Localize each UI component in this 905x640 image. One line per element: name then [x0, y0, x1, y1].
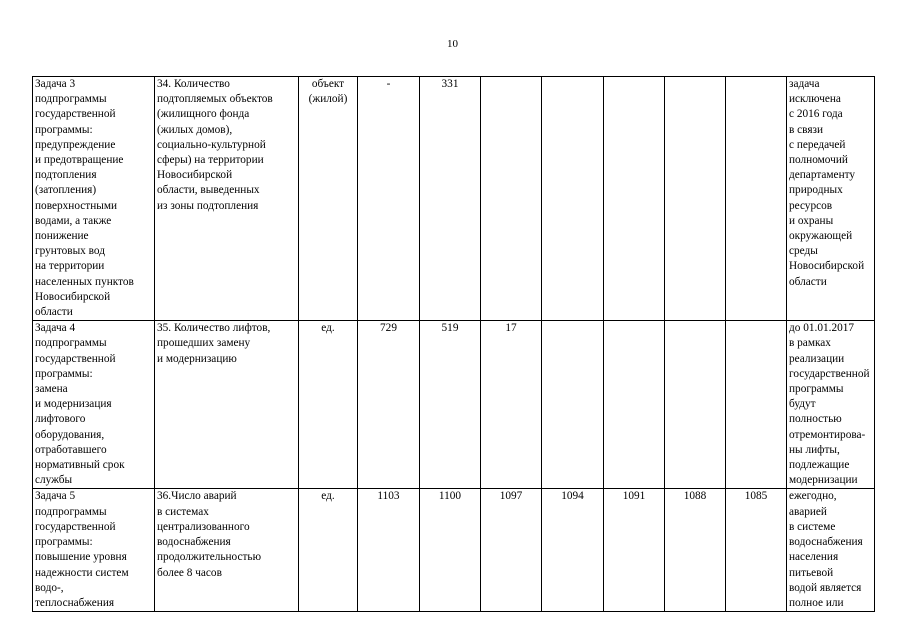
- value-cell: 1097: [481, 489, 542, 612]
- value-cell: 1094: [542, 489, 604, 612]
- unit-cell: ед.: [299, 321, 358, 489]
- table-row: [33, 321, 875, 489]
- unit-cell: ед.: [299, 489, 358, 612]
- note-cell: задача исключена с 2016 года в связи с передачей полномочий департаменту природных ресурсов и охраны окружающей среды Новосибирской области: [787, 77, 875, 321]
- value-cell: [542, 321, 604, 489]
- value-cell: 519: [420, 321, 481, 489]
- value-cell: [542, 77, 604, 321]
- value-cell: [604, 77, 665, 321]
- indicators-table: [32, 76, 875, 612]
- value-cell: 331: [420, 77, 481, 321]
- value-cell: [726, 321, 787, 489]
- value-cell: 1085: [726, 489, 787, 612]
- task-cell: Задача 5 подпрограммы государственной программы: повышение уровня надежности систем водо-, теплоснабжения: [33, 489, 155, 612]
- indicator-cell: 36.Число аварий в системах централизованного водоснабжения продолжительностью более 8 часов: [155, 489, 299, 612]
- value-cell: [481, 77, 542, 321]
- task-cell: Задача 4 подпрограммы государственной программы: замена и модернизация лифтового оборудования, отработавшего нормативный срок службы: [33, 321, 155, 489]
- value-cell: 729: [358, 321, 420, 489]
- unit-cell: объект (жилой): [299, 77, 358, 321]
- value-cell: 1100: [420, 489, 481, 612]
- indicator-cell: 34. Количество подтопляемых объектов (жилищного фонда (жилых домов), социально-культурной сферы) на территории Новосибирской области, выведенных из зоны подтопления: [155, 77, 299, 321]
- value-cell: -: [358, 77, 420, 321]
- indicator-cell: 35. Количество лифтов, прошедших замену и модернизацию: [155, 321, 299, 489]
- note-cell: ежегодно, аварией в системе водоснабжения населения питьевой водой является полное или: [787, 489, 875, 612]
- table-row: [33, 489, 875, 612]
- value-cell: [604, 321, 665, 489]
- note-cell: до 01.01.2017 в рамках реализации государственной программы будут полностью отремонтирова- ны лифты, подлежащие модернизации: [787, 321, 875, 489]
- page-number: 10: [447, 38, 458, 50]
- value-cell: 1091: [604, 489, 665, 612]
- value-cell: [665, 321, 726, 489]
- value-cell: [665, 77, 726, 321]
- value-cell: 1103: [358, 489, 420, 612]
- value-cell: 1088: [665, 489, 726, 612]
- value-cell: 17: [481, 321, 542, 489]
- task-cell: Задача 3 подпрограммы государственной программы: предупреждение и предотвращение подтопления (затопления) поверхностными водами, а также понижение грунтовых вод на территории населенных пунктов Новосибирской области: [33, 77, 155, 321]
- table-row: [33, 77, 875, 321]
- value-cell: [726, 77, 787, 321]
